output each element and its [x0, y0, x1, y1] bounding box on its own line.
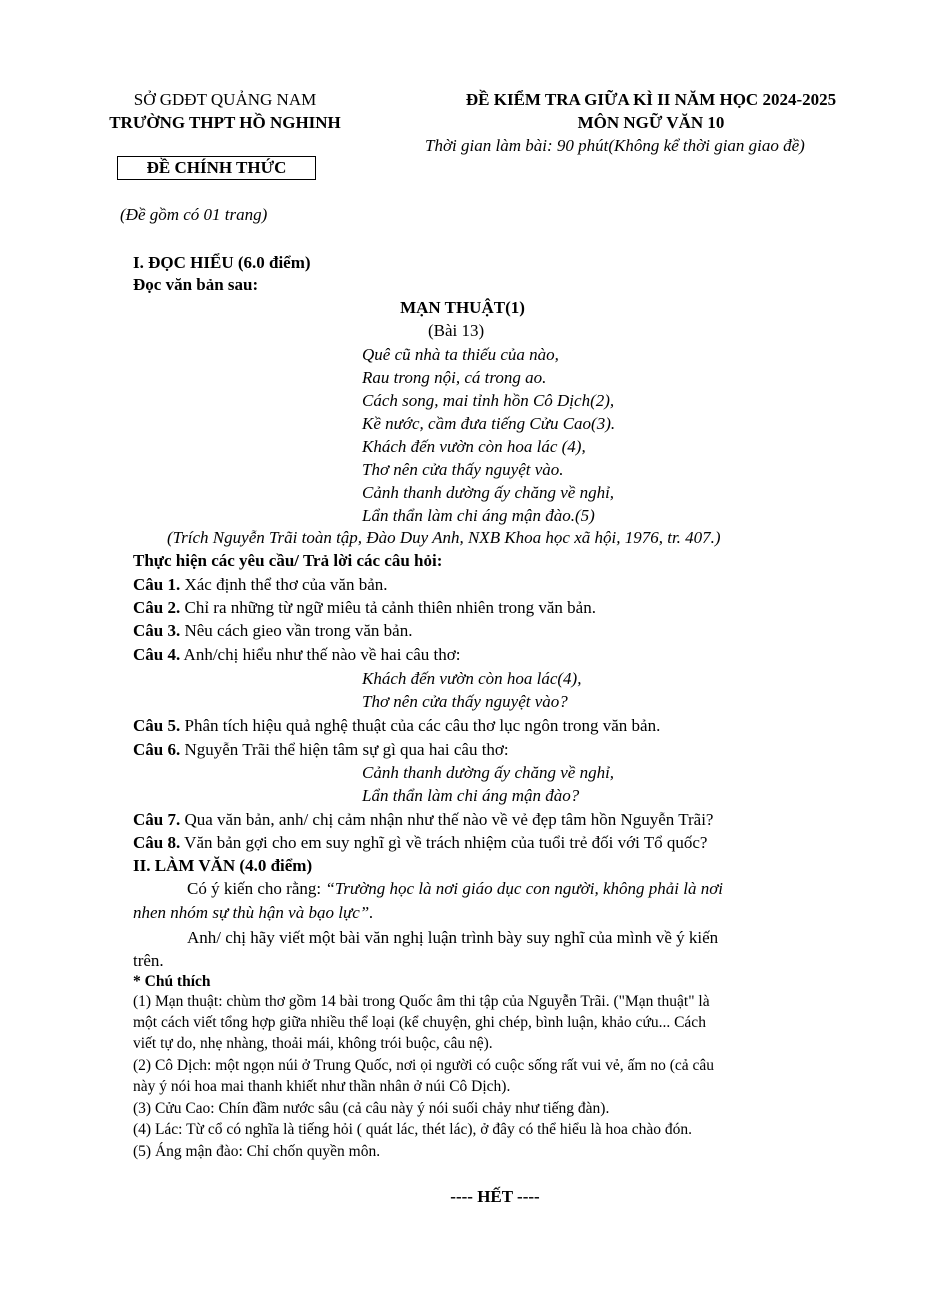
quoted-verse: Thơ nên cửa thấy nguyệt vào?: [362, 692, 568, 711]
question-1: [133, 575, 388, 595]
question-8: [133, 833, 707, 853]
question-text: Anh/chị hiểu như thế nào về hai câu thơ:: [180, 645, 461, 664]
poem-subtitle: (Bài 13): [428, 321, 485, 340]
subject-title: MÔN NGỮ VĂN 10: [577, 113, 725, 132]
time-limit: Thời gian làm bài: 90 phút(Không kể thời gian giao đề): [425, 136, 805, 155]
poem-line: Lẩn thẩn làm chi áng mận đào.(5): [362, 506, 595, 525]
question-text: Phân tích hiệu quả nghệ thuật của các câu thơ lục ngôn trong văn bản.: [180, 716, 661, 735]
school-name: TRƯỜNG THPT HỒ NGHINH: [109, 113, 341, 132]
question-text: Nêu cách gieo vần trong văn bản.: [180, 621, 413, 640]
notes-heading: * Chú thích: [133, 973, 211, 990]
department-name: SỞ GDĐT QUẢNG NAM: [133, 90, 317, 109]
poem-line: Rau trong nội, cá trong ao.: [362, 368, 547, 387]
quoted-verse: Khách đến vườn còn hoa lác(4),: [362, 669, 582, 688]
note-1-cont: một cách viết tổng hợp giữa nhiều thể loại (kể chuyện, ghi chép, bình luận, khảo cứu... Cách: [133, 1014, 706, 1031]
note-2: (2) Cô Dịch: một ngọn núi ở Trung Quốc, nơi ọi người có cuộc sống rất vui vẻ, ấm no (cả câu: [133, 1057, 715, 1074]
question-label: Câu 8.: [133, 833, 181, 852]
question-text: Nguyễn Trãi thể hiện tâm sự gì qua hai câu thơ:: [180, 740, 509, 759]
poem-title: MẠN THUẬT(1): [400, 298, 525, 317]
poem-line: Cách song, mai tỉnh hồn Cô Dịch(2),: [362, 391, 615, 410]
question-label: Câu 5.: [133, 716, 181, 735]
question-label: Câu 7.: [133, 810, 181, 829]
question-5: [133, 716, 660, 736]
note-3: (3) Cửu Cao: Chín đầm nước sâu (cả câu này ý nói suối chảy như tiếng đàn).: [133, 1100, 610, 1117]
note-2-cont: này ý nói hoa mai thanh khiết như thần nhân ở núi Cô Dịch).: [133, 1078, 511, 1095]
note-5: (5) Áng mận đào: Chỉ chốn quyền môn.: [133, 1143, 381, 1160]
poem-line: Thơ nên cửa thấy nguyệt vào.: [362, 460, 564, 479]
essay-task: Anh/ chị hãy viết một bài văn nghị luận trình bày suy nghĩ của mình về ý kiến: [187, 928, 719, 947]
question-label: Câu 2.: [133, 598, 181, 617]
exam-title: ĐỀ KIỂM TRA GIỮA KÌ II NĂM HỌC 2024-2025: [465, 90, 837, 109]
essay-quote: “Trường học là nơi giáo dục con người, không phải là nơi: [325, 879, 724, 898]
question-3: [133, 621, 412, 641]
part2-heading: II. LÀM VĂN (4.0 điểm): [133, 856, 313, 875]
poem-line: Quê cũ nhà ta thiếu của nào,: [362, 345, 559, 364]
part1-instruction: Đọc văn bản sau:: [133, 275, 259, 294]
essay-task-cont: trên.: [133, 951, 164, 970]
note-1: (1) Mạn thuật: chùm thơ gồm 14 bài trong Quốc âm thi tập của Nguyễn Trãi. ("Mạn thuật" là: [133, 993, 710, 1010]
essay-quote-cont: nhen nhóm sự thù hận và bạo lực”.: [133, 903, 374, 922]
end-marker: ---- HẾT ----: [450, 1187, 540, 1206]
question-text: Chỉ ra những từ ngữ miêu tả cảnh thiên nhiên trong văn bản.: [180, 598, 596, 617]
question-2: [133, 598, 596, 618]
question-4: [133, 645, 460, 665]
question-label: Câu 4.: [133, 645, 181, 664]
official-exam-label: ĐỀ CHÍNH THỨC: [117, 156, 316, 180]
question-text: Xác định thể thơ của văn bản.: [180, 575, 388, 594]
question-label: Câu 1.: [133, 575, 181, 594]
note-4: (4) Lác: Từ cổ có nghĩa là tiếng hỏi ( quát lác, thét lác), ở đây có thể hiểu là hoa chào đón.: [133, 1121, 693, 1138]
part1-heading: I. ĐỌC HIỂU (6.0 điểm): [133, 253, 311, 272]
essay-intro: Có ý kiến cho rằng:: [187, 879, 326, 898]
poem-source: (Trích Nguyễn Trãi toàn tập, Đào Duy Anh, NXB Khoa học xã hội, 1976, tr. 407.): [167, 528, 721, 547]
question-7: [133, 810, 713, 830]
quoted-verse: Cảnh thanh dường ấy chăng về nghỉ,: [362, 763, 615, 782]
pages-note: (Đề gồm có 01 trang): [120, 205, 268, 224]
essay-prompt-line1: [187, 879, 723, 899]
question-6: [133, 740, 509, 760]
questions-heading: Thực hiện các yêu cầu/ Trả lời các câu hỏi:: [133, 551, 443, 570]
poem-line: Khách đến vườn còn hoa lác (4),: [362, 437, 586, 456]
poem-line: Cảnh thanh dường ấy chăng về nghỉ,: [362, 483, 615, 502]
poem-line: Kề nước, cầm đưa tiếng Cửu Cao(3).: [362, 414, 616, 433]
question-text: Văn bản gợi cho em suy nghĩ gì về trách nhiệm của tuổi trẻ đối với Tổ quốc?: [180, 833, 708, 852]
quoted-verse: Lẩn thẩn làm chi áng mận đào?: [362, 786, 580, 805]
question-label: Câu 6.: [133, 740, 181, 759]
question-label: Câu 3.: [133, 621, 181, 640]
question-text: Qua văn bản, anh/ chị cảm nhận như thế nào về vẻ đẹp tâm hồn Nguyễn Trãi?: [180, 810, 714, 829]
note-1-cont: viết tự do, nhẹ nhàng, thoải mái, không trói buộc, câu nệ).: [133, 1035, 493, 1052]
